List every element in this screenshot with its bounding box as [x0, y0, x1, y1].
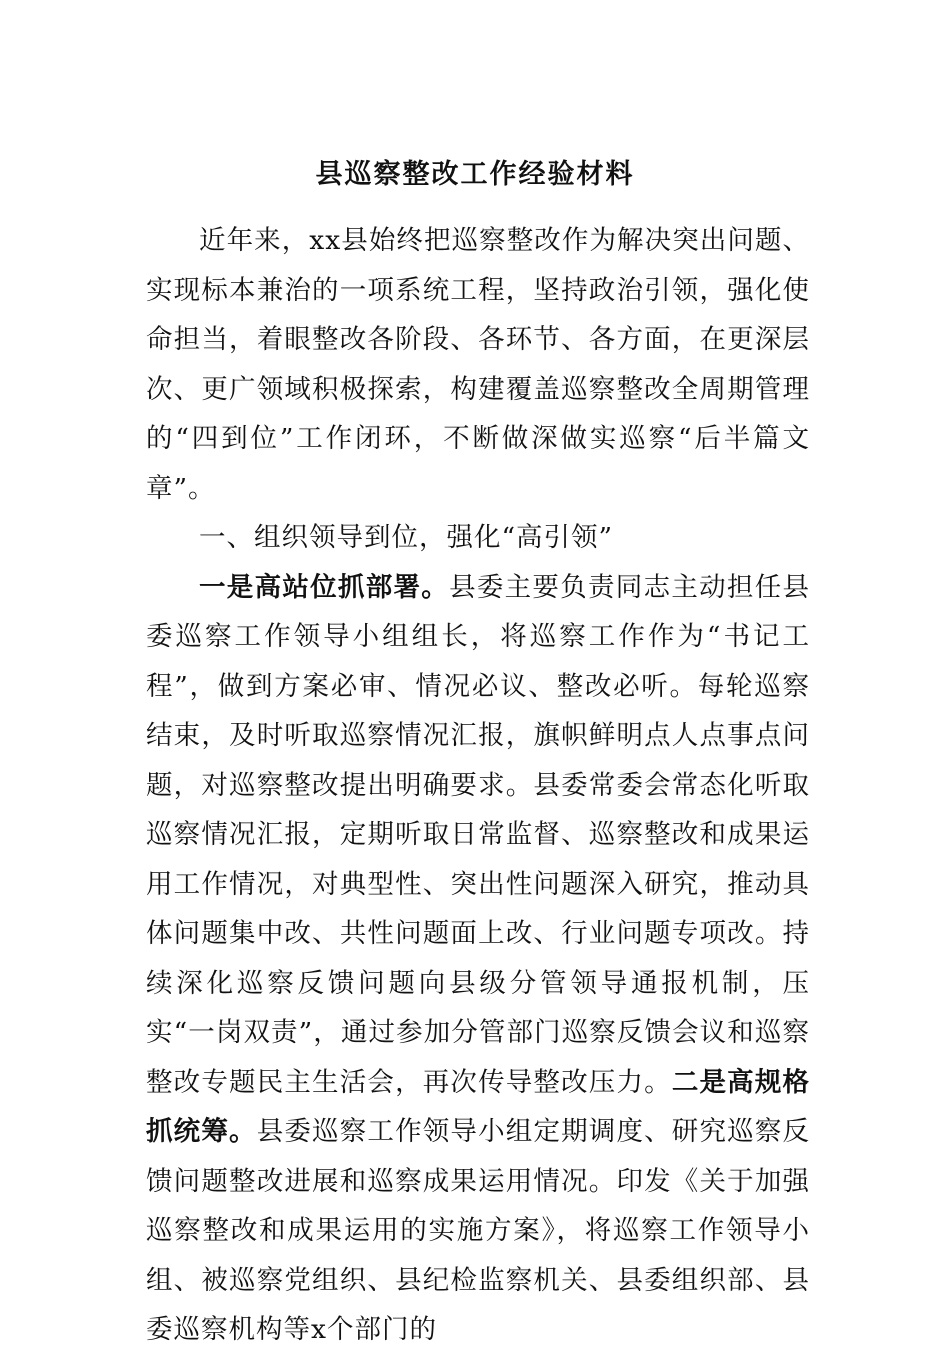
document-body	[146, 216, 810, 1355]
intro-paragraph: 近年来，xx县始终把巡察整改作为解决突出问题、实现标本兼治的一项系统工程，坚持政治引领，强化使命担当，着眼整改各阶段、各环节、各方面，在更深层次、更广领域积极探索，构建覆盖巡察整改全周期管理的“四到位”工作闭环，不断做深做实巡察“后半篇文章”。	[146, 225, 810, 504]
point1-lead: 一是高站位抓部署。	[199, 571, 450, 603]
point1-text: 县委主要负责同志主动担任县委巡察工作领导小组组长，将巡察工作作为“书记工程”，做到方案必审、情况必议、整改必听。每轮巡察结束，及时听取巡察情况汇报，旗帜鲜明点人点事点问题，对巡察整改提出明确要求。县委常委会常态化听取巡察情况汇报，定期听取日常监督、巡察整改和成果运用工作情况，对典型性、突出性问题深入研究，推动具体问题集中改、共性问题面上改、行业问题专项改。持续深化巡察反馈问题向县级分管领导通报机制，压实“一岗双责”，通过参加分管部门巡察反馈会议和巡察整改专题民主生活会，再次传导整改压力。	[146, 571, 811, 1098]
point2-lead: 二是高规格抓统筹。	[146, 1066, 811, 1147]
document-title: 县巡察整改工作经验材料	[315, 159, 635, 190]
section-heading: 一、组织领导到位，强化“高引领”	[199, 522, 614, 553]
point-paragraph	[146, 563, 810, 1355]
point2-text: 县委巡察工作领导小组定期调度、研究巡察反馈问题整改进展和巡察成果运用情况。印发《关于加强巡察整改和成果运用的实施方案》，将巡察工作领导小组、被巡察党组织、县纪检监察机关、县委组织部、县委巡察机构等x个部门的	[146, 1116, 811, 1345]
